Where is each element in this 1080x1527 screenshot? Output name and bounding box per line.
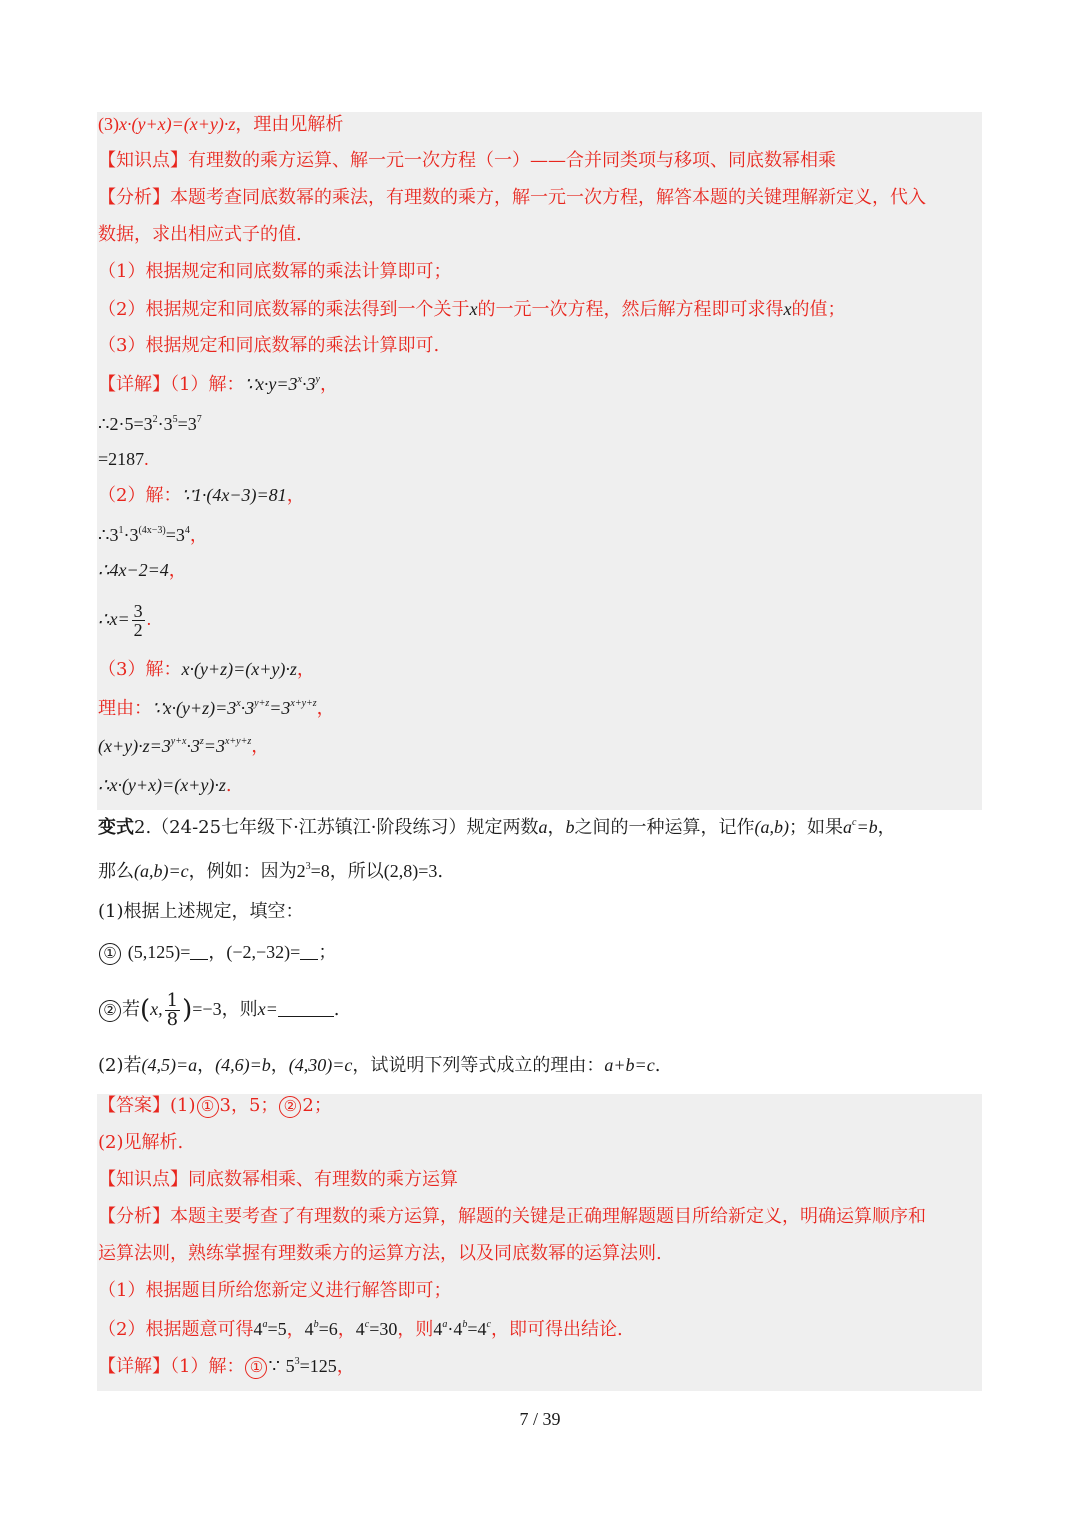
detail-part2-result: ∴x= $\frac{3}{2}$ . bbox=[98, 601, 152, 641]
detail2-start: 【详解】（1）解： ① ∵ $5^3=125$， bbox=[98, 1356, 355, 1377]
analysis-line-2: 数据，求出相应式子的值. bbox=[98, 224, 302, 245]
detail-part2-step1: $\therefore 3^1\cdot 3^{(4x-3)}=3^4$， bbox=[98, 525, 208, 545]
analysis2-step-1: （1）根据题目所给您新定义进行解答即可； bbox=[98, 1280, 452, 1301]
variant-question-2: (2)若(4,5)=a，(4,6)=b，(4,30)=c，试说明下列等式成立的理由：a+b=c. bbox=[98, 1055, 661, 1076]
detail-part3-result: ∴x·(y+x)=(x+y)·z. bbox=[98, 775, 232, 796]
analysis2-line-1: 【分析】本题主要考查了有理数的乘方运算，解题的关键是正确理解题题目所给新定义，明确运算顺序和 bbox=[98, 1206, 926, 1227]
answer-blank[interactable] bbox=[278, 998, 334, 1017]
detail-part1-start: 【详解】（1）解：$\because x\cdot y=3^x\cdot 3^y$， bbox=[98, 374, 338, 395]
analysis-step-3: （3）根据规定和同底数幂的乘法计算即可. bbox=[98, 335, 440, 356]
detail-part3-start: （3）解：x·(y+z)=(x+y)·z， bbox=[98, 659, 315, 680]
knowledge-point-2: 【知识点】同底数幂相乘、有理数的乘方运算 bbox=[98, 1169, 458, 1190]
answer-blank[interactable] bbox=[300, 941, 318, 960]
analysis2-line-2: 运算法则，熟练掌握有理数乘方的运算方法，以及同底数幂的运算法则. bbox=[98, 1243, 662, 1264]
variant-problem-line-2: 那么(a,b)=c，例如：因为$2^3=8$，所以(2,8)=3. bbox=[98, 861, 444, 882]
fill-blank-item-2: ② 若(x, $\frac{1}{8}$ )=−3，则x= . bbox=[98, 986, 982, 1033]
answer-part3: (3)x·(y+x)=(x+y)·z，理由见解析 bbox=[98, 114, 344, 135]
knowledge-point: 【知识点】有理数的乘方运算、解一元一次方程（一）——合并同类项与移项、同底数幂相乘 bbox=[98, 150, 836, 171]
detail-part1-step: $\therefore 2\cdot 5=3^2\cdot 3^5=3^7$ bbox=[98, 414, 202, 434]
answer-line: 【答案】(1) ① 3，5； ② 2； bbox=[98, 1095, 332, 1116]
variant-problem-line-1: 变式2.（24-25七年级下·江苏镇江·阶段练习）规定两数a，b之间的一种运算，记作(a,b)；如果$a^c=b$， bbox=[98, 817, 896, 838]
answer-blank[interactable] bbox=[190, 941, 208, 960]
detail-part2-start: （2）解：∵1·(4x−3)=81， bbox=[98, 485, 305, 506]
analysis-step-1: （1）根据规定和同底数幂的乘法计算即可； bbox=[98, 261, 452, 282]
analysis-line-1: 【分析】本题考查同底数幂的乘法，有理数的乘方，解一元一次方程，解答本题的关键理解新定义，代入 bbox=[98, 187, 926, 208]
analysis-step-2: （2）根据规定和同底数幂的乘法得到一个关于x的一元一次方程，然后解方程即可求得x的值； bbox=[98, 299, 846, 320]
detail-part1-result: =2187. bbox=[98, 449, 149, 469]
analysis2-step-2: （2）根据题意可得$4^a=5$，$4^b=6$，$4^c=30$，则$4^a\cdot 4^b=4^c$，即可得出结论. bbox=[98, 1319, 623, 1340]
detail-part3-step: $(x+y)\cdot z=3^{y+x}\cdot 3^z=3^{x+y+z}$， bbox=[98, 736, 270, 757]
detail-part2-step2: ∴4x−2=4， bbox=[98, 560, 187, 580]
fill-blank-item-1: ① (5,125)= ，(−2,−32)= ； bbox=[98, 939, 982, 966]
answer-part2: (2)见解析. bbox=[98, 1132, 184, 1153]
detail-part3-reason: 理由：$\because x\cdot(y+z)=3^x\cdot 3^{y+z}=3^{x+y+z}$， bbox=[98, 698, 335, 719]
page-number: 7 / 39 bbox=[519, 1409, 561, 1429]
variant-question-1: (1)根据上述规定，填空： bbox=[98, 901, 304, 922]
